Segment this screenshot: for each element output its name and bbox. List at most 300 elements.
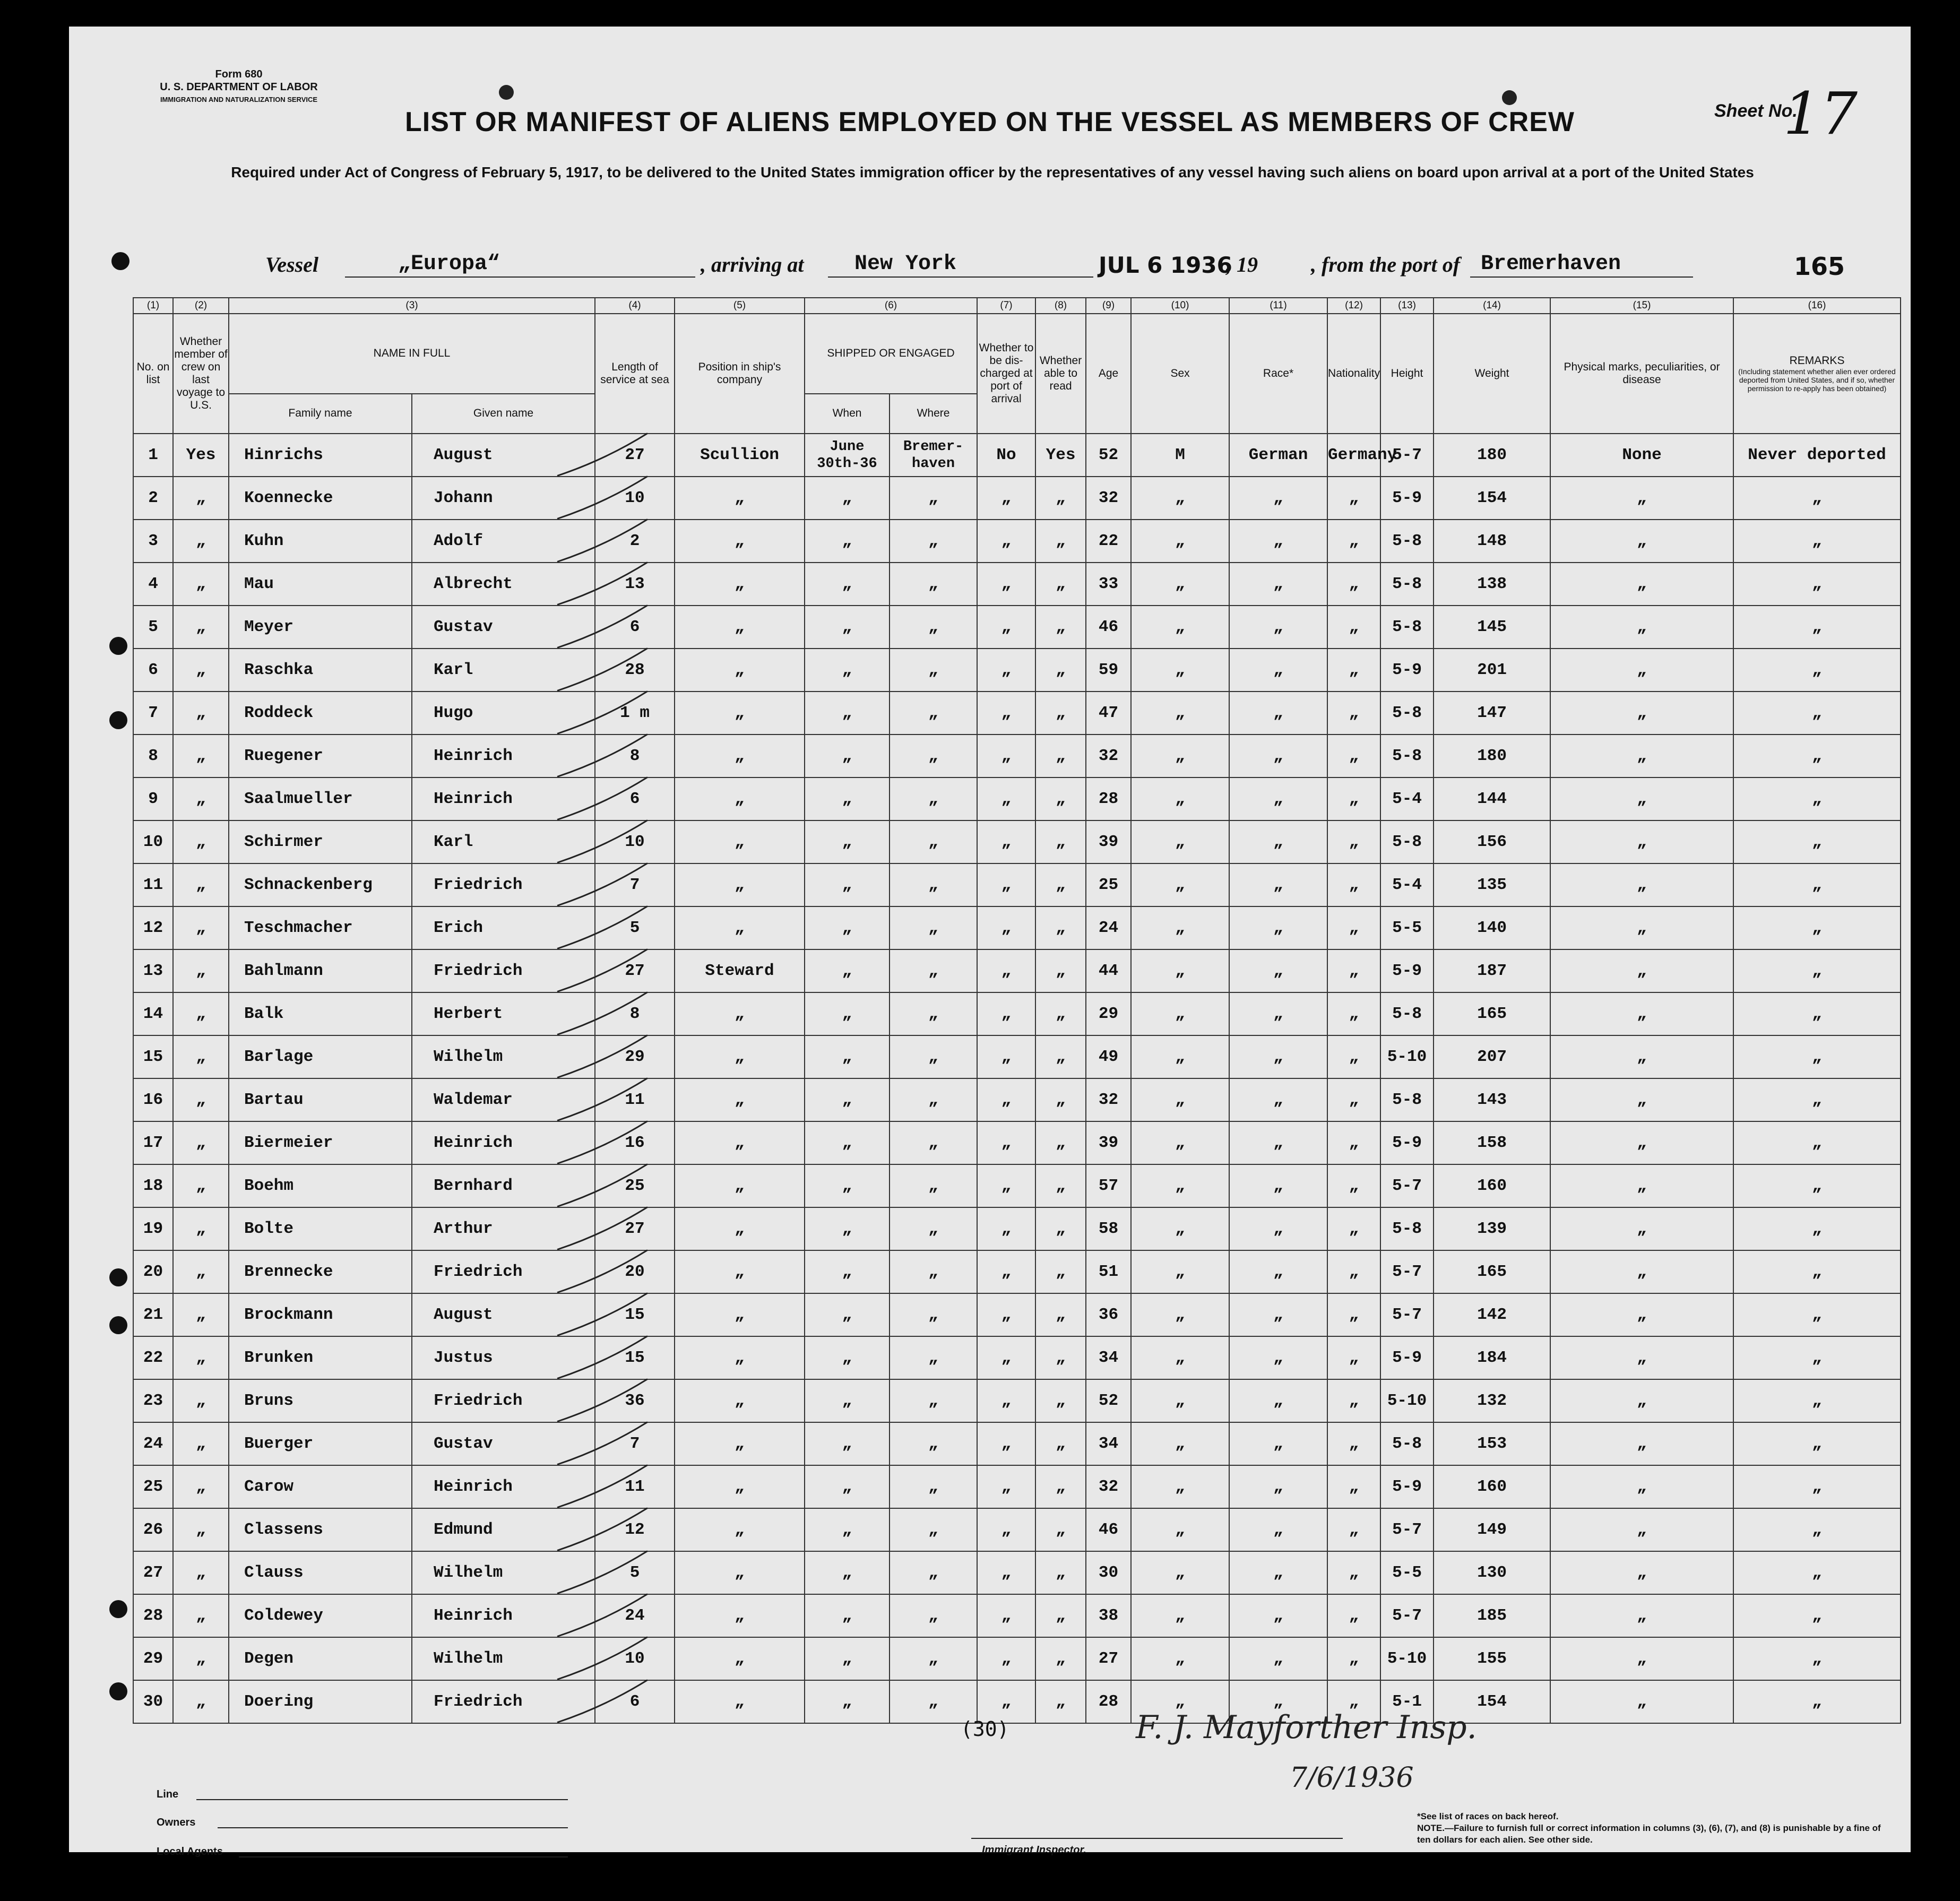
cell-last: „ — [173, 1508, 229, 1551]
cell-given: Karl — [412, 820, 595, 863]
header-shipped-or-engaged: SHIPPED OR ENGAGED — [805, 314, 977, 394]
cell-last: „ — [173, 820, 229, 863]
cell-height: 5-7 — [1380, 1508, 1434, 1551]
local-agents-label: Local Agents — [157, 1846, 223, 1857]
cell-last: „ — [173, 1637, 229, 1680]
cell-weight: 165 — [1434, 992, 1550, 1035]
cell-remarks: „ — [1733, 1250, 1901, 1293]
cell-where: „ — [890, 520, 977, 563]
cell-last: „ — [173, 949, 229, 992]
cell-height: 5-10 — [1380, 1379, 1434, 1422]
cell-marks: „ — [1550, 1121, 1733, 1164]
cell-race: „ — [1229, 777, 1327, 820]
cell-age: 28 — [1086, 1680, 1131, 1723]
cell-weight: 165 — [1434, 1250, 1550, 1293]
cell-given: Arthur — [412, 1207, 595, 1250]
cell-read: „ — [1035, 992, 1086, 1035]
cell-remarks: „ — [1733, 992, 1901, 1035]
cell-marks: „ — [1550, 520, 1733, 563]
cell-when: „ — [805, 1336, 890, 1379]
cell-service: 10 — [595, 477, 675, 520]
cell-last: „ — [173, 563, 229, 606]
cell-disch: „ — [977, 1594, 1035, 1637]
cell-last: „ — [173, 992, 229, 1035]
cell-sex: „ — [1131, 777, 1229, 820]
cell-sex: „ — [1131, 1551, 1229, 1594]
cell-weight: 160 — [1434, 1465, 1550, 1508]
header-physical-marks: Physical marks, peculiarities, or disease — [1550, 314, 1733, 434]
cell-service: 6 — [595, 777, 675, 820]
cell-weight: 160 — [1434, 1164, 1550, 1207]
cell-service: 11 — [595, 1078, 675, 1121]
cell-position: „ — [675, 692, 805, 735]
col-num-15: (15) — [1550, 298, 1733, 314]
cell-where: „ — [890, 777, 977, 820]
cell-age: 24 — [1086, 906, 1131, 949]
cell-last: „ — [173, 1250, 229, 1293]
cell-weight: 140 — [1434, 906, 1550, 949]
cell-service: 6 — [595, 1680, 675, 1723]
cell-no: 23 — [133, 1379, 173, 1422]
cell-remarks: „ — [1733, 735, 1901, 777]
cell-marks: „ — [1550, 649, 1733, 692]
cell-sex: „ — [1131, 1336, 1229, 1379]
check-stroke — [557, 692, 647, 734]
cell-age: 25 — [1086, 863, 1131, 906]
cell-nat: „ — [1327, 1465, 1380, 1508]
cell-last: „ — [173, 1551, 229, 1594]
check-stroke — [557, 1164, 647, 1207]
cell-service: 28 — [595, 649, 675, 692]
cell-read: „ — [1035, 520, 1086, 563]
cell-where: „ — [890, 1078, 977, 1121]
cell-race: German — [1229, 434, 1327, 477]
cell-read: „ — [1035, 1078, 1086, 1121]
cell-remarks: „ — [1733, 863, 1901, 906]
cell-where: „ — [890, 1594, 977, 1637]
cell-when: „ — [805, 1551, 890, 1594]
cell-family: Classens — [229, 1508, 412, 1551]
remarks-title: REMARKS — [1789, 355, 1845, 367]
cell-position: „ — [675, 1336, 805, 1379]
header-length-of-service: Length of service at sea — [595, 314, 675, 434]
cell-no: 7 — [133, 692, 173, 735]
cell-no: 12 — [133, 906, 173, 949]
cell-weight: 138 — [1434, 563, 1550, 606]
cell-service: 15 — [595, 1293, 675, 1336]
cell-remarks: „ — [1733, 1293, 1901, 1336]
cell-last: „ — [173, 692, 229, 735]
cell-service: 5 — [595, 1551, 675, 1594]
cell-disch: „ — [977, 692, 1035, 735]
cell-position: „ — [675, 1164, 805, 1207]
cell-weight: 135 — [1434, 863, 1550, 906]
cell-last: „ — [173, 1422, 229, 1465]
cell-family: Balk — [229, 992, 412, 1035]
cell-read: „ — [1035, 1035, 1086, 1078]
header-name-in-full: NAME IN FULL — [229, 314, 595, 394]
cell-service: 1 m — [595, 692, 675, 735]
vessel-label: Vessel — [265, 253, 318, 276]
cell-remarks: „ — [1733, 820, 1901, 863]
cell-last: „ — [173, 1594, 229, 1637]
check-stroke — [557, 1336, 647, 1379]
cell-position: „ — [675, 820, 805, 863]
cell-when: June 30th-36 — [805, 434, 890, 477]
cell-disch: „ — [977, 1164, 1035, 1207]
cell-sex: „ — [1131, 1293, 1229, 1336]
cell-given: Gustav — [412, 606, 595, 649]
cell-marks: „ — [1550, 949, 1733, 992]
cell-no: 29 — [133, 1637, 173, 1680]
cell-family: Mau — [229, 563, 412, 606]
cell-when: „ — [805, 563, 890, 606]
cell-where: „ — [890, 1551, 977, 1594]
cell-position: „ — [675, 1680, 805, 1723]
cell-sex: „ — [1131, 992, 1229, 1035]
cell-nat: „ — [1327, 477, 1380, 520]
department-name: U. S. DEPARTMENT OF LABOR — [160, 81, 318, 93]
cell-disch: „ — [977, 1422, 1035, 1465]
cell-family: Barlage — [229, 1035, 412, 1078]
header-family-name: Family name — [229, 394, 412, 434]
cell-disch: „ — [977, 1680, 1035, 1723]
cell-read: „ — [1035, 735, 1086, 777]
cell-family: Koennecke — [229, 477, 412, 520]
cell-where: „ — [890, 949, 977, 992]
punch-hole — [111, 252, 129, 270]
cell-nat: „ — [1327, 735, 1380, 777]
cell-disch: „ — [977, 1637, 1035, 1680]
cell-given: Justus — [412, 1336, 595, 1379]
cell-nat: „ — [1327, 777, 1380, 820]
cell-height: 5-10 — [1380, 1035, 1434, 1078]
cell-sex: „ — [1131, 906, 1229, 949]
cell-last: „ — [173, 1379, 229, 1422]
cell-race: „ — [1229, 1164, 1327, 1207]
cell-given: Adolf — [412, 520, 595, 563]
crew-count: (30) — [961, 1717, 1009, 1741]
sheet-label: Sheet No. — [1714, 101, 1798, 121]
cell-given: Friedrich — [412, 1379, 595, 1422]
cell-when: „ — [805, 777, 890, 820]
cell-race: „ — [1229, 1121, 1327, 1164]
cell-marks: „ — [1550, 1680, 1733, 1723]
cell-disch: „ — [977, 1250, 1035, 1293]
cell-no: 28 — [133, 1594, 173, 1637]
cell-marks: „ — [1550, 777, 1733, 820]
cell-height: 5-10 — [1380, 1637, 1434, 1680]
cell-remarks: Never deported — [1733, 434, 1901, 477]
cell-age: 32 — [1086, 735, 1131, 777]
cell-sex: „ — [1131, 1121, 1229, 1164]
cell-family: Degen — [229, 1637, 412, 1680]
cell-race: „ — [1229, 906, 1327, 949]
cell-sex: „ — [1131, 606, 1229, 649]
cell-marks: None — [1550, 434, 1733, 477]
cell-race: „ — [1229, 1293, 1327, 1336]
cell-nat: „ — [1327, 949, 1380, 992]
cell-disch: „ — [977, 863, 1035, 906]
cell-marks: „ — [1550, 1164, 1733, 1207]
cell-family: Schnackenberg — [229, 863, 412, 906]
cell-position: „ — [675, 563, 805, 606]
cell-height: 5-8 — [1380, 606, 1434, 649]
cell-marks: „ — [1550, 1594, 1733, 1637]
cell-service: 27 — [595, 434, 675, 477]
race-footnote: *See list of races on back hereof. — [1417, 1811, 1559, 1821]
cell-read: „ — [1035, 692, 1086, 735]
cell-disch: „ — [977, 563, 1035, 606]
cell-given: Edmund — [412, 1508, 595, 1551]
cell-race: „ — [1229, 563, 1327, 606]
cell-read: „ — [1035, 1164, 1086, 1207]
cell-sex: „ — [1131, 735, 1229, 777]
cell-no: 26 — [133, 1508, 173, 1551]
cell-race: „ — [1229, 1465, 1327, 1508]
cell-remarks: „ — [1733, 1594, 1901, 1637]
cell-when: „ — [805, 1207, 890, 1250]
cell-given: Heinrich — [412, 1594, 595, 1637]
cell-age: 57 — [1086, 1164, 1131, 1207]
cell-height: 5-8 — [1380, 1078, 1434, 1121]
cell-marks: „ — [1550, 1293, 1733, 1336]
cell-service: 6 — [595, 606, 675, 649]
cell-position: „ — [675, 520, 805, 563]
cell-marks: „ — [1550, 606, 1733, 649]
cell-position: „ — [675, 992, 805, 1035]
cell-given: Waldemar — [412, 1078, 595, 1121]
cell-weight: 187 — [1434, 949, 1550, 992]
cell-where: „ — [890, 1680, 977, 1723]
cell-marks: „ — [1550, 820, 1733, 863]
cell-height: 5-4 — [1380, 777, 1434, 820]
cell-where: „ — [890, 1465, 977, 1508]
cell-position: „ — [675, 1250, 805, 1293]
col-num-8: (8) — [1035, 298, 1086, 314]
cell-given: Friedrich — [412, 863, 595, 906]
cell-age: 51 — [1086, 1250, 1131, 1293]
cell-position: „ — [675, 735, 805, 777]
header-where: Where — [890, 394, 977, 434]
cell-where: „ — [890, 1508, 977, 1551]
cell-nat: „ — [1327, 1207, 1380, 1250]
cell-no: 18 — [133, 1164, 173, 1207]
check-stroke — [557, 1207, 647, 1250]
cell-marks: „ — [1550, 563, 1733, 606]
cell-height: 5-8 — [1380, 520, 1434, 563]
cell-age: 44 — [1086, 949, 1131, 992]
cell-family: Brennecke — [229, 1250, 412, 1293]
cell-when: „ — [805, 606, 890, 649]
cell-family: Boehm — [229, 1164, 412, 1207]
cell-family: Raschka — [229, 649, 412, 692]
cell-read: „ — [1035, 863, 1086, 906]
cell-height: 5-8 — [1380, 1422, 1434, 1465]
cell-last: „ — [173, 906, 229, 949]
check-stroke — [557, 1293, 647, 1336]
cell-marks: „ — [1550, 735, 1733, 777]
cell-no: 17 — [133, 1121, 173, 1164]
cell-last: „ — [173, 520, 229, 563]
check-stroke — [557, 1035, 647, 1078]
cell-position: „ — [675, 1121, 805, 1164]
cell-weight: 147 — [1434, 692, 1550, 735]
cell-weight: 156 — [1434, 820, 1550, 863]
cell-age: 59 — [1086, 649, 1131, 692]
cell-race: „ — [1229, 1594, 1327, 1637]
cell-remarks: „ — [1733, 1465, 1901, 1508]
check-stroke — [557, 1508, 647, 1551]
cell-where: Bremer-haven — [890, 434, 977, 477]
cell-age: 52 — [1086, 1379, 1131, 1422]
cell-nat: „ — [1327, 992, 1380, 1035]
punch-hole — [109, 1682, 127, 1700]
cell-disch: „ — [977, 949, 1035, 992]
cell-age: 38 — [1086, 1594, 1131, 1637]
cell-service: 13 — [595, 563, 675, 606]
cell-remarks: „ — [1733, 1078, 1901, 1121]
cell-disch: „ — [977, 649, 1035, 692]
col-num-6: (6) — [805, 298, 977, 314]
cell-read: „ — [1035, 906, 1086, 949]
cell-where: „ — [890, 1035, 977, 1078]
check-stroke — [557, 1422, 647, 1465]
cell-race: „ — [1229, 1078, 1327, 1121]
cell-remarks: „ — [1733, 1121, 1901, 1164]
cell-marks: „ — [1550, 1551, 1733, 1594]
cell-given: Heinrich — [412, 735, 595, 777]
cell-service: 27 — [595, 949, 675, 992]
check-stroke — [557, 477, 647, 519]
cell-sex: „ — [1131, 520, 1229, 563]
cell-read: „ — [1035, 777, 1086, 820]
cell-position: „ — [675, 606, 805, 649]
cell-service: 5 — [595, 906, 675, 949]
cell-age: 49 — [1086, 1035, 1131, 1078]
header-able-to-read: Whether able to read — [1035, 314, 1086, 434]
header-position: Position in ship's company — [675, 314, 805, 434]
cell-height: 5-9 — [1380, 477, 1434, 520]
cell-marks: „ — [1550, 863, 1733, 906]
page-title: LIST OR MANIFEST OF ALIENS EMPLOYED ON THE VESSEL AS MEMBERS OF CREW — [405, 107, 1575, 137]
cell-family: Schirmer — [229, 820, 412, 863]
cell-where: „ — [890, 1164, 977, 1207]
cell-remarks: „ — [1733, 777, 1901, 820]
cell-age: 34 — [1086, 1336, 1131, 1379]
cell-read: „ — [1035, 949, 1086, 992]
cell-no: 3 — [133, 520, 173, 563]
cell-last: „ — [173, 1680, 229, 1723]
service-tick-marks — [69, 27, 1911, 1852]
check-stroke — [557, 649, 647, 691]
cell-where: „ — [890, 692, 977, 735]
service-name: IMMIGRATION AND NATURALIZATION SERVICE — [160, 96, 318, 103]
cell-read: „ — [1035, 1637, 1086, 1680]
cell-sex: „ — [1131, 1594, 1229, 1637]
cell-remarks: „ — [1733, 1379, 1901, 1422]
cell-when: „ — [805, 1121, 890, 1164]
cell-height: 5-8 — [1380, 692, 1434, 735]
cell-family: Biermeier — [229, 1121, 412, 1164]
cell-last: „ — [173, 777, 229, 820]
cell-position: „ — [675, 1379, 805, 1422]
cell-where: „ — [890, 1379, 977, 1422]
cell-disch: „ — [977, 1207, 1035, 1250]
cell-position: „ — [675, 1551, 805, 1594]
cell-given: Wilhelm — [412, 1551, 595, 1594]
punch-hole — [109, 637, 127, 655]
cell-disch: „ — [977, 992, 1035, 1035]
cell-disch: „ — [977, 1551, 1035, 1594]
col-num-12: (12) — [1327, 298, 1380, 314]
cell-race: „ — [1229, 992, 1327, 1035]
cell-weight: 145 — [1434, 606, 1550, 649]
cell-service: 12 — [595, 1508, 675, 1551]
cell-age: 33 — [1086, 563, 1131, 606]
cell-when: „ — [805, 1078, 890, 1121]
cell-position: „ — [675, 1594, 805, 1637]
check-stroke — [557, 992, 647, 1035]
cell-weight: 148 — [1434, 520, 1550, 563]
inspector-label: Immigrant Inspector. — [982, 1844, 1086, 1856]
remarks-note: (Including statement whether alien ever ordered deported from United States, and if so, whether permission to re-apply has been obtained) — [1738, 367, 1896, 393]
col-num-11: (11) — [1229, 298, 1327, 314]
cell-race: „ — [1229, 735, 1327, 777]
cell-remarks: „ — [1733, 906, 1901, 949]
cell-nat: „ — [1327, 1121, 1380, 1164]
cell-sex: „ — [1131, 1379, 1229, 1422]
cell-marks: „ — [1550, 1422, 1733, 1465]
cell-sex: „ — [1131, 477, 1229, 520]
cell-nat: „ — [1327, 692, 1380, 735]
cell-last: „ — [173, 1121, 229, 1164]
cell-family: Ruegener — [229, 735, 412, 777]
cell-disch: „ — [977, 735, 1035, 777]
cell-when: „ — [805, 820, 890, 863]
cell-nat: „ — [1327, 1422, 1380, 1465]
cell-service: 11 — [595, 1465, 675, 1508]
cell-no: 6 — [133, 649, 173, 692]
cell-read: „ — [1035, 1680, 1086, 1723]
cell-where: „ — [890, 906, 977, 949]
cell-sex: „ — [1131, 1508, 1229, 1551]
cell-nat: „ — [1327, 1551, 1380, 1594]
cell-no: 16 — [133, 1078, 173, 1121]
cell-no: 9 — [133, 777, 173, 820]
punch-hole — [109, 1600, 127, 1618]
cell-last: „ — [173, 477, 229, 520]
cell-nat: „ — [1327, 863, 1380, 906]
cell-nat: „ — [1327, 1379, 1380, 1422]
cell-race: „ — [1229, 606, 1327, 649]
cell-remarks: „ — [1733, 1508, 1901, 1551]
cell-age: 22 — [1086, 520, 1131, 563]
check-stroke — [557, 777, 647, 820]
cell-last: „ — [173, 1164, 229, 1207]
cell-no: 27 — [133, 1551, 173, 1594]
cell-position: „ — [675, 1422, 805, 1465]
cell-remarks: „ — [1733, 1336, 1901, 1379]
cell-remarks: „ — [1733, 692, 1901, 735]
cell-age: 58 — [1086, 1207, 1131, 1250]
cell-remarks: „ — [1733, 1422, 1901, 1465]
cell-no: 5 — [133, 606, 173, 649]
cell-remarks: „ — [1733, 520, 1901, 563]
cell-service: 8 — [595, 992, 675, 1035]
cell-no: 22 — [133, 1336, 173, 1379]
cell-sex: „ — [1131, 1637, 1229, 1680]
